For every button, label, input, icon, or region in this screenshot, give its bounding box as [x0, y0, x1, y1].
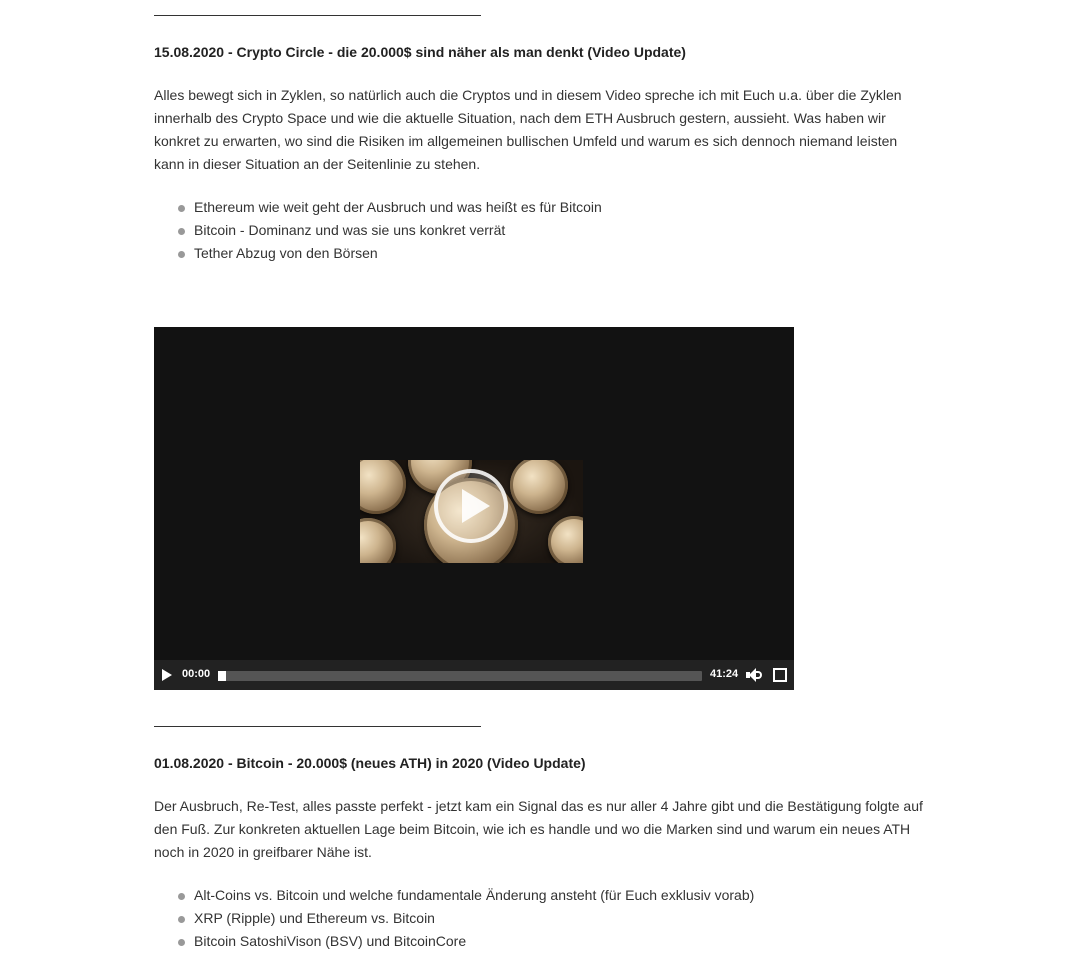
post-divider	[154, 726, 481, 727]
post-body: Alles bewegt sich in Zyklen, so natürlich auch die Cryptos und in diesem Video spreche ich mit Euch u.a. über die Zyklen innerhalb des Crypto Space und wie die aktuelle Situation, nach dem ETH Ausbruch gestern, aussieht. Was haben wir konkret zu erwarten, wo sind die Risiken im allgemeinen bullischen Umfeld und warum es sich dennoch niemand leisten kann in dieser Situation an der Seitenlinie zu stehen.	[154, 87, 902, 172]
fullscreen-icon[interactable]	[773, 668, 787, 682]
progress-handle[interactable]	[218, 671, 226, 681]
video-player[interactable]	[154, 327, 794, 690]
list-item	[154, 930, 754, 953]
post-title: 01.08.2020 - Bitcoin - 20.000$ (neues ATH) in 2020 (Video Update)	[154, 755, 586, 771]
bullet-icon	[178, 251, 185, 258]
post-title: 15.08.2020 - Crypto Circle - die 20.000$ sind näher als man denkt (Video Update)	[154, 44, 686, 60]
volume-icon[interactable]	[746, 668, 762, 682]
coin-image	[510, 460, 568, 514]
post-divider	[154, 15, 481, 16]
bullet-icon	[178, 939, 185, 946]
coin-image	[360, 518, 396, 563]
bullet-icon	[178, 228, 185, 235]
post-body: Der Ausbruch, Re-Test, alles passte perfekt - jetzt kam ein Signal das es nur aller 4 Jahre gibt und die Bestätigung folgte auf den Fuß. Zur konkreten aktuellen Lage beim Bitcoin, wie ich es handle und wo die Marken sind und warum ein neues ATH noch in 2020 in greifbarer Nähe ist.	[154, 798, 923, 860]
current-time: 00:00	[182, 668, 211, 680]
list-item	[154, 242, 602, 265]
list-item	[154, 196, 602, 219]
video-thumbnail[interactable]	[360, 460, 583, 563]
list-item	[154, 884, 754, 907]
list-item-text: XRP (Ripple) und Ethereum vs. Bitcoin	[194, 910, 435, 926]
play-icon[interactable]	[162, 669, 172, 681]
bullet-icon	[178, 893, 185, 900]
bullet-icon	[178, 205, 185, 212]
list-item-text: Tether Abzug von den Börsen	[194, 245, 378, 261]
list-item-text: Alt-Coins vs. Bitcoin und welche fundamentale Änderung ansteht (für Euch exklusiv vorab)	[194, 887, 755, 903]
big-play-button[interactable]	[434, 469, 508, 543]
duration: 41:24	[710, 668, 739, 680]
progress-bar[interactable]	[218, 671, 702, 681]
list-item-text: Bitcoin - Dominanz und was sie uns konkret verrät	[194, 222, 506, 238]
bullet-icon	[178, 916, 185, 923]
list-item	[154, 907, 754, 930]
video-controls	[154, 660, 794, 690]
coin-image	[360, 460, 406, 514]
post-bullet-list	[154, 196, 602, 265]
play-icon	[462, 489, 490, 523]
list-item-text: Ethereum wie weit geht der Ausbruch und was heißt es für Bitcoin	[194, 199, 602, 215]
post-bullet-list	[154, 884, 754, 953]
list-item-text: Bitcoin SatoshiVison (BSV) und BitcoinCore	[194, 933, 467, 949]
list-item	[154, 219, 602, 242]
coin-image	[548, 516, 583, 563]
